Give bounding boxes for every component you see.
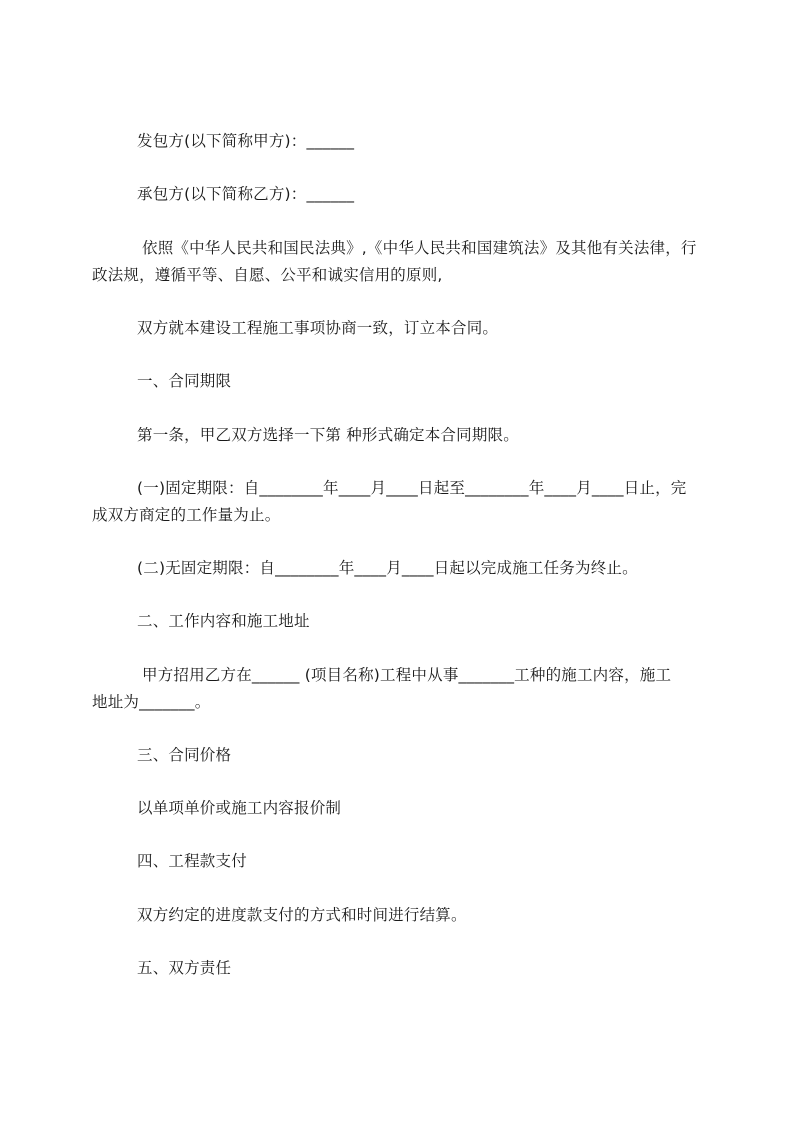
section-3-heading: 三、合同价格: [137, 746, 232, 764]
work-content-line-2: 地址为_______。: [92, 693, 211, 711]
section-5-heading: 五、双方责任: [137, 959, 232, 977]
pricing-line: 以单项单价或施工内容报价制: [137, 799, 342, 817]
open-term-line: (二)无固定期限：自________年____月____日起以完成施工任务为终止。: [137, 559, 638, 577]
fixed-term-line-1: (一)固定期限：自________年____月____日起至________年____月____日止，完: [137, 479, 687, 497]
work-content-line-1: 甲方招用乙方在______ (项目名称)工程中从事_______工种的施工内容，施工: [142, 666, 672, 684]
agreement-line: 双方就本建设工程施工事项协商一致，订立本合同。: [137, 319, 499, 337]
section-1-heading: 一、合同期限: [137, 372, 232, 390]
section-2-heading: 二、工作内容和施工地址: [137, 612, 310, 630]
article-1-line: 第一条，甲乙双方选择一下第 种形式确定本合同期限。: [137, 426, 519, 444]
section-4-heading: 四、工程款支付: [137, 852, 247, 870]
basis-line-1: 依照《中华人民共和国民法典》,《中华人民共和国建筑法》及其他有关法律，行: [142, 239, 697, 257]
basis-line-2: 政法规，遵循平等、自愿、公平和诚实信用的原则,: [92, 266, 443, 284]
party-b-line: 承包方(以下简称乙方)：______: [137, 185, 355, 203]
party-a-line: 发包方(以下简称甲方)：______: [137, 132, 355, 150]
fixed-term-line-2: 成双方商定的工作量为止。: [92, 506, 281, 524]
payment-line: 双方约定的进度款支付的方式和时间进行结算。: [137, 906, 467, 924]
